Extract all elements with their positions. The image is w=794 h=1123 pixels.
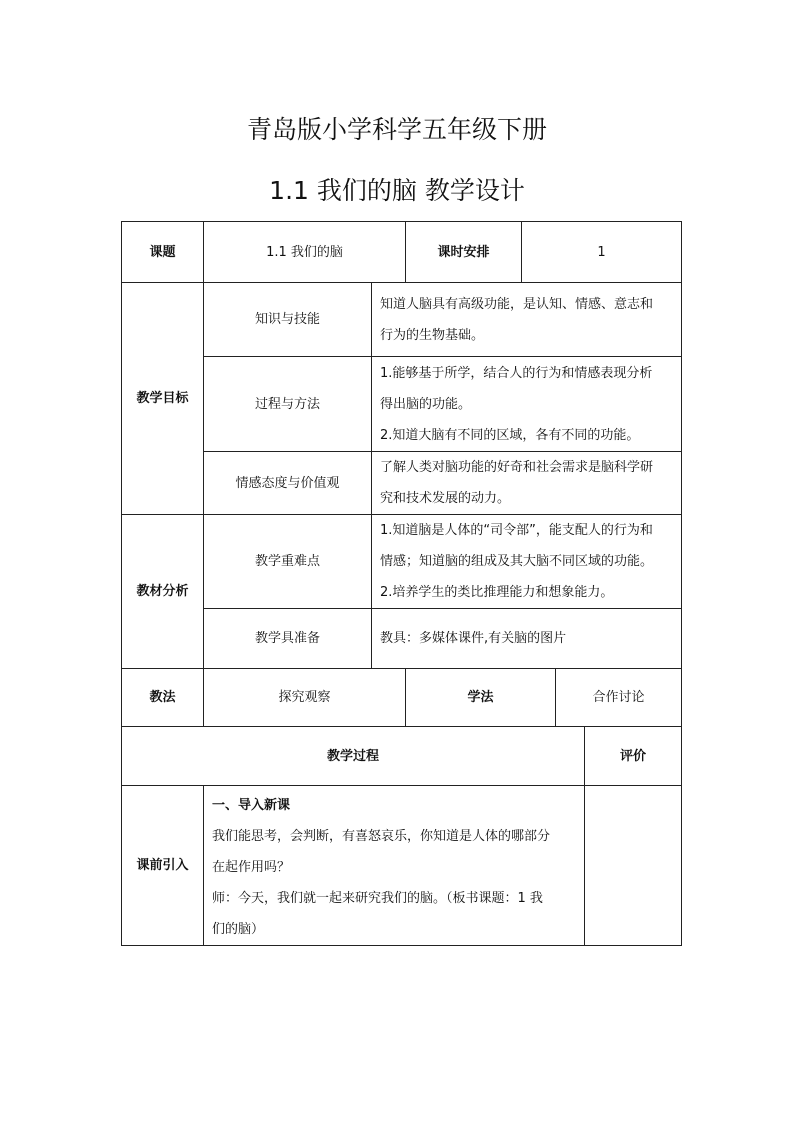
material-line: 1.知道脑是人体的“司令部”，能支配人的行为和	[380, 523, 653, 538]
material-line: 教具：多媒体课件,有关脑的图片	[380, 631, 567, 646]
goal-line: 1.能够基于所学，结合人的行为和情感表现分析	[380, 365, 653, 381]
process-line: 们的脑）	[212, 922, 265, 937]
learn-method-label: 学法	[406, 669, 556, 727]
teach-method-value: 探究观察	[204, 669, 406, 727]
goal-text	[372, 452, 682, 515]
goal-line: 行为的生物基础。	[380, 327, 485, 343]
section-heading: 一、导入新课	[212, 798, 291, 813]
goal-line: 知道人脑具有高级功能，是认知、情感、意志和	[380, 296, 654, 312]
goal-text	[372, 357, 682, 452]
goal-line: 了解人类对脑功能的好奇和社会需求是脑科学研	[380, 460, 654, 475]
evaluation-label: 评价	[585, 727, 682, 786]
goal-name: 知识与技能	[204, 283, 372, 357]
goal-name: 过程与方法	[204, 357, 372, 452]
goal-line: 得出脑的功能。	[380, 396, 472, 412]
goals-label: 教学目标	[122, 283, 204, 515]
evaluation-cell	[585, 786, 682, 946]
stage-label: 课前引入	[122, 786, 204, 946]
schedule-label: 课时安排	[406, 222, 522, 283]
process-content	[204, 786, 585, 946]
document-title: 青岛版小学科学五年级下册	[246, 115, 547, 144]
goal-line: 究和技术发展的动力。	[380, 491, 511, 506]
material-text	[372, 609, 682, 669]
material-name: 教学重难点	[204, 515, 372, 609]
material-line: 2.培养学生的类比推理能力和想象能力。	[380, 585, 614, 600]
lesson-info-table	[121, 221, 682, 727]
course-label: 课题	[122, 222, 204, 283]
course-value: 1.1 我们的脑	[204, 222, 406, 283]
goal-line: 2.知道大脑有不同的区域，各有不同的功能。	[380, 427, 640, 443]
process-line: 在起作用吗？	[212, 860, 291, 875]
process-title: 教学过程	[122, 727, 585, 786]
goal-name: 情感态度与价值观	[204, 452, 372, 515]
learn-method-value: 合作讨论	[556, 669, 682, 727]
material-line: 情感；知道脑的组成及其大脑不同区域的功能。	[380, 554, 654, 569]
teach-method-label: 教法	[122, 669, 204, 727]
process-line: 师：今天，我们就一起来研究我们的脑。（板书课题：1 我	[212, 891, 543, 906]
process-line: 我们能思考，会判断，有喜怒哀乐，你知道是人体的哪部分	[212, 829, 551, 844]
lesson-title: 1.1 我们的脑 教学设计	[269, 176, 525, 205]
material-text	[372, 515, 682, 609]
material-name: 教学具准备	[204, 609, 372, 669]
materials-label: 教材分析	[122, 515, 204, 669]
teaching-process-table	[121, 726, 682, 946]
goal-text	[372, 283, 682, 357]
schedule-value: 1	[522, 222, 682, 283]
